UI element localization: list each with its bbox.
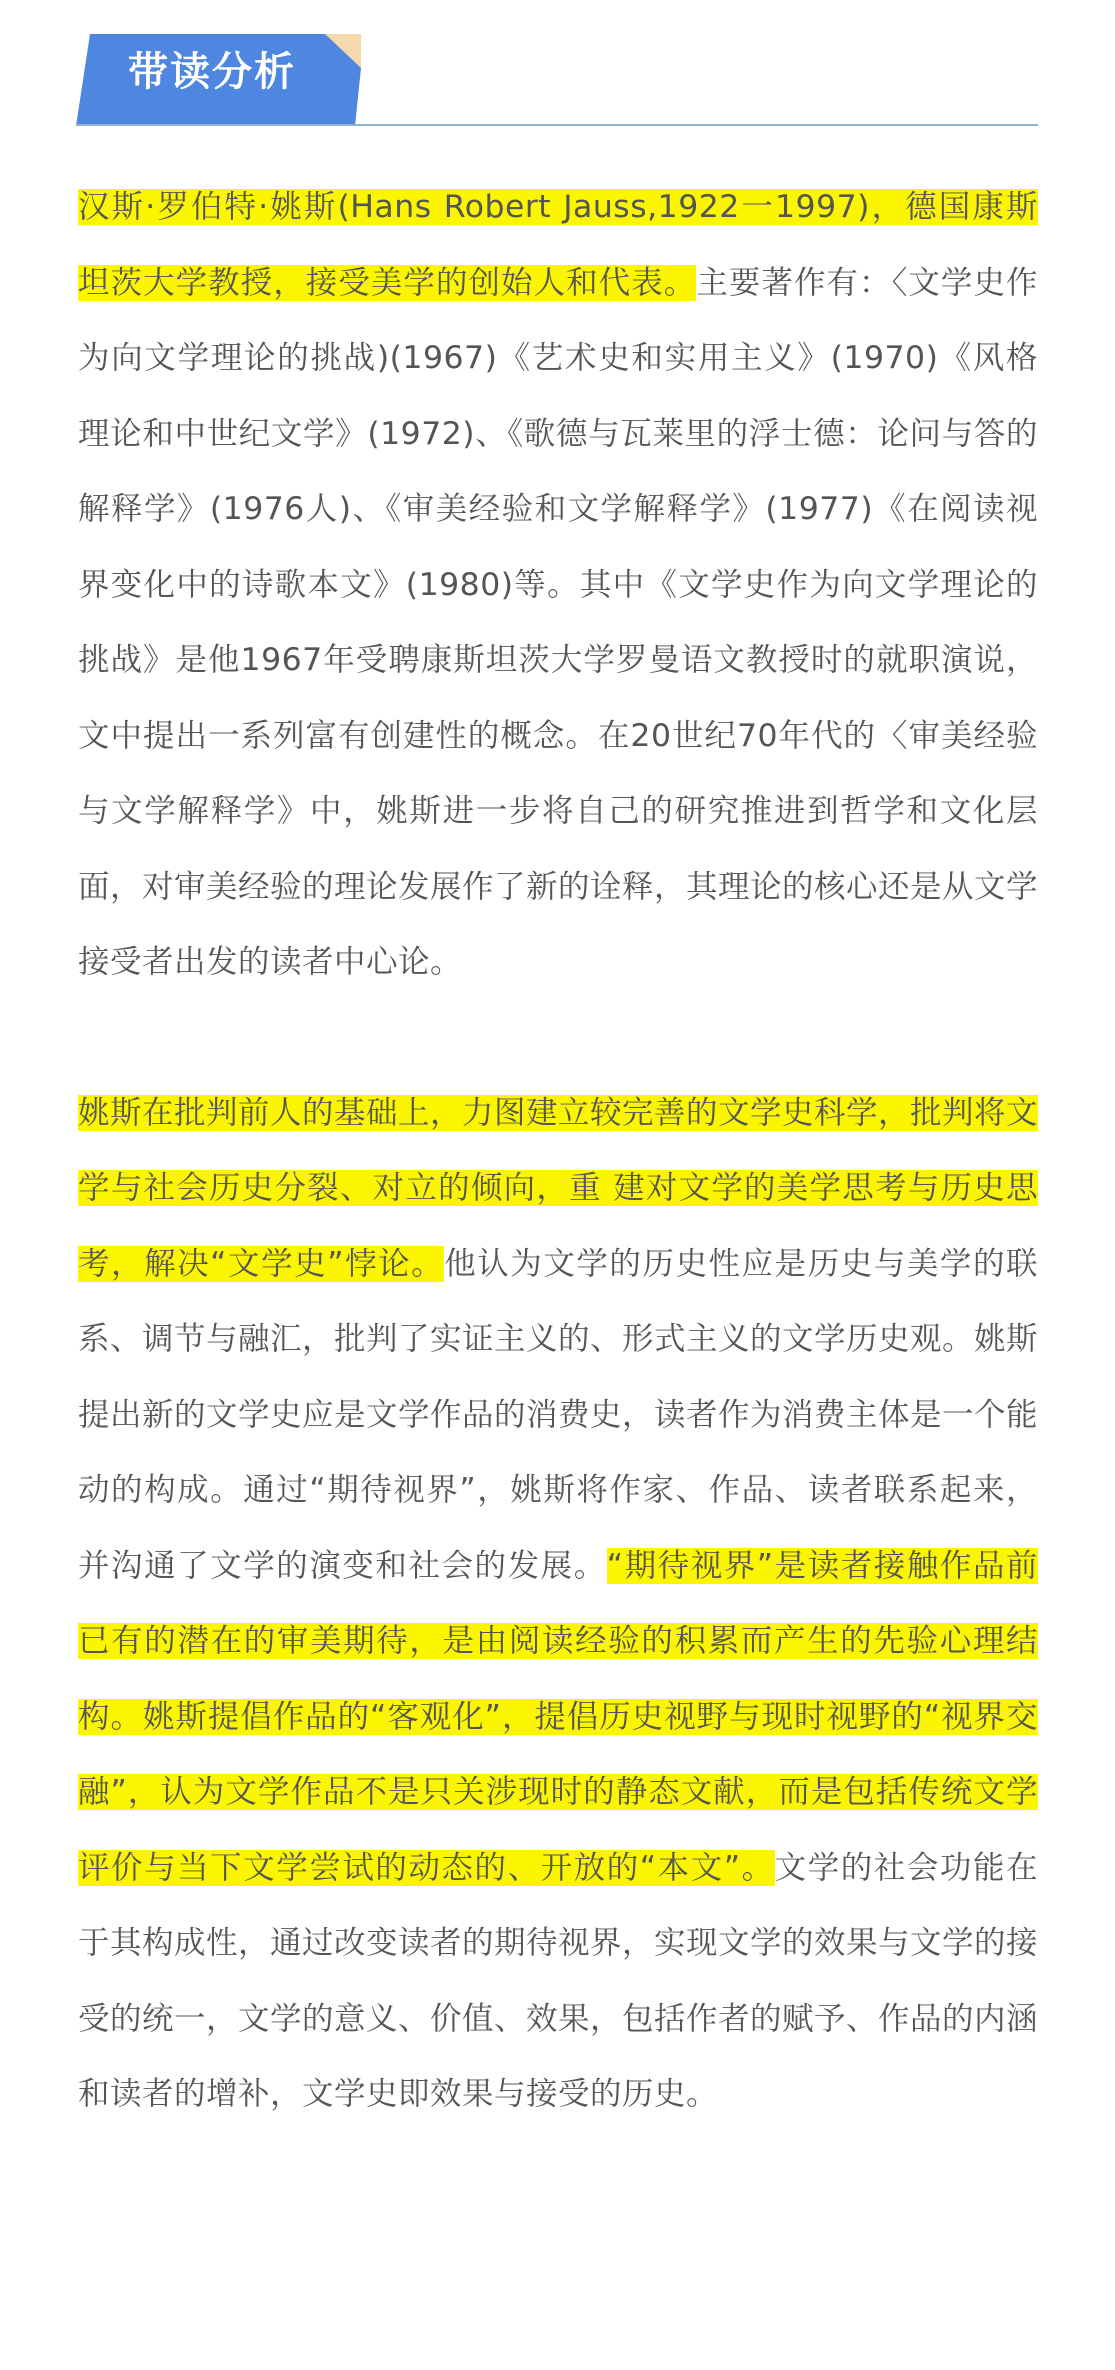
paragraph-1 (78, 170, 1038, 1001)
plain-text: 主要著作有：〈文学史作为向文学理论的挑战)(1967)《艺术史和实用主义》(1970)《风格理论和中世纪文学》(1972)、《歌德与瓦莱里的浮士德：论问与答的解释学》(1976人)、《审美经验和文学解释学》(1977)《在阅读视界变化中的诗歌本文》(1980)等。其中《文学史作为向文学理论的挑战》是他1967年受聘康斯坦茨大学罗曼语文教授时的就职演说，文中提出一系列富有创建性的概念。在20世纪70年代的〈审美经验与文学解释学》中，姚斯进一步将自己的研究推进到哲学和文化层面，对审美经验的理论发展作了新的诠释，其理论的核心还是从文学接受者出发的读者中心论。 (78, 264, 1039, 980)
paragraph-2 (78, 1076, 1038, 2133)
article-body (78, 170, 1038, 2133)
highlighted-text: 汉斯·罗伯特·姚斯(Hans Robert Jauss,1922一1997)，德国康斯坦茨大学教授，接受美学的创始人和代表。 (78, 189, 1038, 301)
highlighted-text: “期待视界”是读者接触作品前已有的潜在的审美期待，是由阅读经验的积累而产生的先验心理结构。姚斯提倡作品的“客观化”，提倡历史视野与现时视野的“视界交融”，认为文学作品不是只关涉现时的静态文献，而是包括传统文学评价与当下文学尝试的动态的、开放的“本文”。 (78, 1547, 1038, 1886)
section-title: 带读分析 (128, 49, 296, 95)
highlighted-text: 姚斯在批判前人的基础上，力图建立较完善的文学史科学，批判将文学与社会历史分裂、对立的倾向，重 建对文学的美学思考与历史思考，解决“文学史”悖论。 (78, 1094, 1039, 1282)
plain-text: 文学的社会功能在于其构成性，通过改变读者的期待视界，实现文学的效果与文学的接受的统一，文学的意义、价值、效果，包括作者的赋予、作品的内涵和读者的增补，文学史即效果与接受的历史。 (78, 1849, 1039, 2112)
plain-text: 他认为文学的历史性应是历史与美学的联系、调节与融汇，批判了实证主义的、形式主义的文学历史观。姚斯提出新的文学史应是文学作品的消费史，读者作为消费主体是一个能动的构成。通过“期待视界”，姚斯将作家、作品、读者联系起来，并沟通了文学的演变和社会的发展。 (78, 1245, 1039, 1584)
header-divider (76, 124, 1038, 126)
section-header (76, 30, 1046, 130)
